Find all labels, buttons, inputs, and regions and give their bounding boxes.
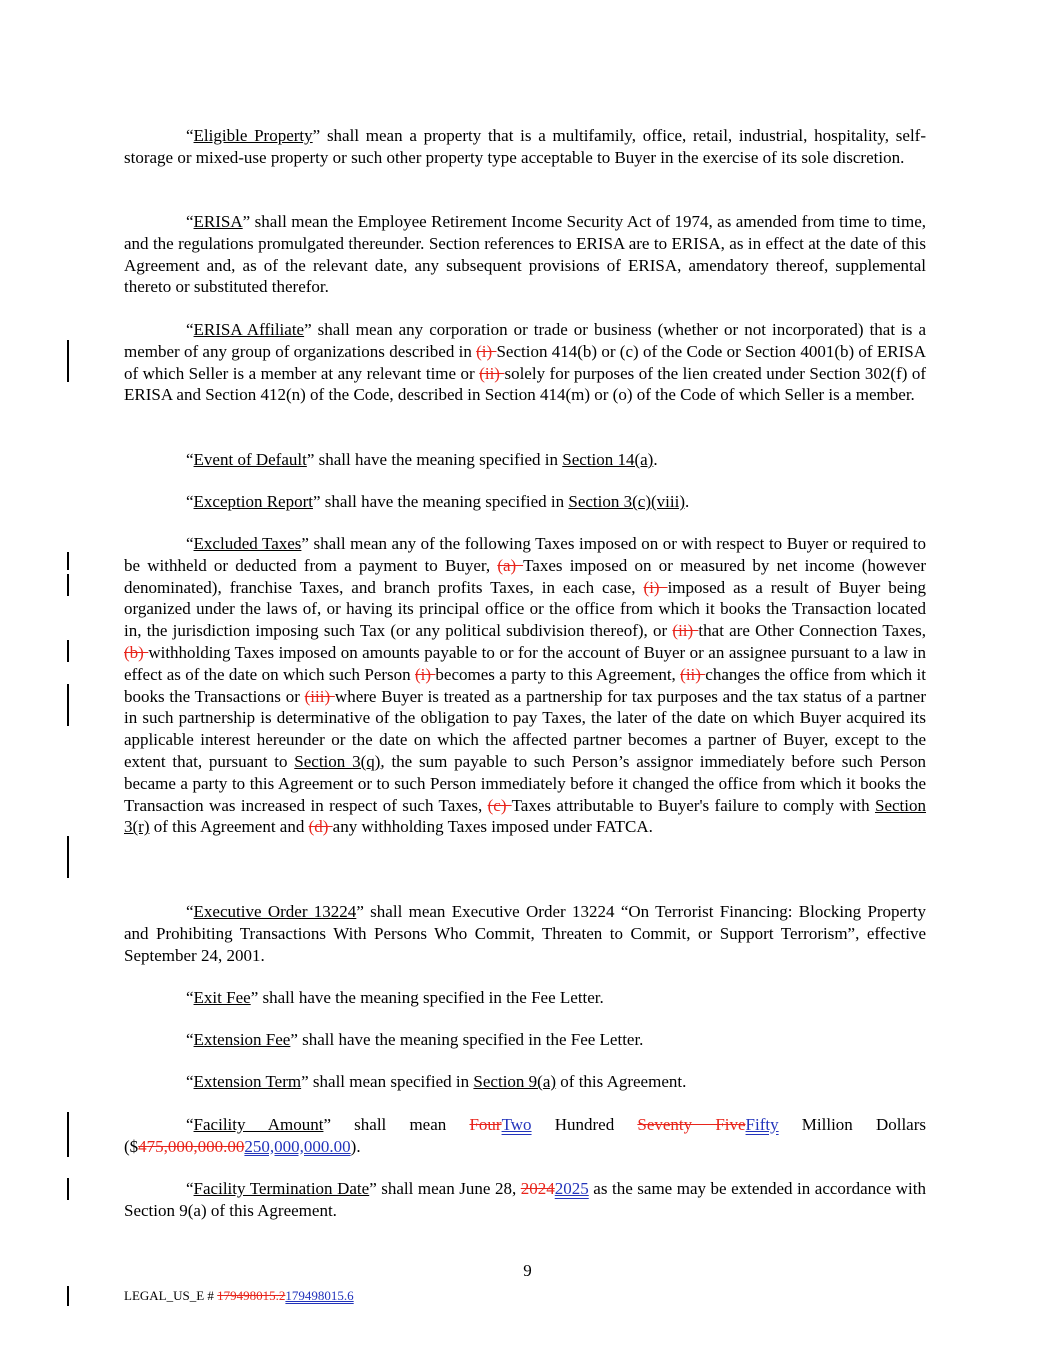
change-bar — [67, 574, 69, 596]
defined-term: Eligible Property — [193, 126, 313, 145]
deleted-text: (c) — [487, 795, 512, 815]
section-reference: Section 3(r) — [124, 795, 927, 837]
definition-erisa: “ERISA” shall mean the Employee Retirement Income Security Act of 1974, as amended from time to time, and the regulations promulgated thereunder. Section references to ERISA are to ERISA, as in effect at the date of this Agreement and, as of the relevant date, any subsequent provisions of ERISA, amendatory thereof, supplemental thereto or substituted therefor. — [124, 212, 926, 297]
deleted-text: Four — [469, 1115, 502, 1134]
deleted-text: 475,000,000.00 — [138, 1136, 245, 1156]
definition-extension-term: “Extension Term” shall mean specified in Section 9(a) of this Agreement. — [186, 1072, 687, 1091]
definition-exit-fee: “Exit Fee” shall have the meaning specified in the Fee Letter. — [186, 988, 604, 1007]
defined-term: Facility Termination Date — [193, 1179, 370, 1198]
deleted-text: (i) — [643, 577, 668, 597]
deleted-text: (ii) — [680, 664, 706, 684]
change-bar — [67, 684, 69, 726]
deleted-text: (d) — [308, 817, 333, 837]
defined-term: Excluded Taxes — [193, 534, 302, 553]
inserted-text: 250,000,000.00 — [244, 1136, 351, 1156]
footer-inserted-id: 179498015.6 — [285, 1288, 354, 1303]
section-reference: Section 3(q) — [294, 751, 381, 771]
definition-facility-amount: “Facility Amount” shall mean FourTwo Hundred Seventy FiveFifty Million Dollars ($475,000,000.00250,000,000.00). — [124, 1115, 927, 1156]
defined-term: ERISA — [193, 212, 243, 231]
definition-event-of-default: “Event of Default” shall have the meaning specified in Section 14(a). — [186, 450, 658, 469]
change-bar — [67, 340, 69, 382]
defined-term: Exception Report — [193, 492, 313, 511]
inserted-text: Two — [501, 1115, 532, 1134]
defined-term: Executive Order 13224 — [193, 902, 357, 921]
definition-excluded-taxes: “Excluded Taxes” shall mean any of the following Taxes imposed on or with respect to Buyer or required to be withheld or deducted from a payment to Buyer, (a) Taxes imposed on or measured by net income (however denominated), franchise Taxes, and branch profits Taxes, in each case, (i) imposed as a result of Buyer being organized under the laws of, or having its principal office or the office from which it books the Transaction located in, the jurisdiction imposing such Tax (or any political subdivision thereof), or (ii) that are Other Connection Taxes, (b) withholding Taxes imposed on amounts payable to or for the account of Buyer or an assignee pursuant to a law in effect as of the date on which such Person (i) becomes a party to this Agreement, (ii) changes the office from which it books the Transactions or (iii) where Buyer is treated as a partnership for tax purposes and the tax status of a partner in such partnership is determinative of the obligation to pay Taxes, the later of the date on which Buyer acquired its applicable interest hereunder or the date on which the affected partner becomes a partner of Buyer, except to the extent that, pursuant to Section 3(q), the sum payable to such Person’s assignor immediately before such Person became a party to this Agreement or to such Person immediately before it changed the office from which it books the Transaction was increased in respect of such Taxes, (c) Taxes attributable to Buyer's failure to comply with Section 3(r) of this Agreement and (d) any withholding Taxes imposed under FATCA. — [124, 534, 927, 837]
change-bar — [67, 552, 69, 570]
change-bar — [67, 1178, 69, 1200]
inserted-text: Fifty — [745, 1115, 779, 1134]
defined-term: ERISA Affiliate — [193, 320, 305, 339]
section-reference: Section 3(c)(viii) — [568, 492, 685, 511]
section-reference: Section 14(a) — [562, 450, 654, 469]
change-bar — [67, 836, 69, 878]
deleted-text: (ii) — [479, 363, 505, 383]
inserted-text: 2025 — [554, 1179, 589, 1198]
change-bar — [67, 640, 69, 662]
section-reference: Section 9(a) — [473, 1072, 557, 1091]
definition-extension-fee: “Extension Fee” shall have the meaning specified in the Fee Letter. — [186, 1030, 644, 1049]
change-bar — [67, 1286, 69, 1306]
deleted-text: (ii) — [672, 621, 699, 641]
definition-erisa-affiliate: “ERISA Affiliate” shall mean any corporation or trade or business (whether or not incorporated) that is a member of any group of organizations described in (i) Section 414(b) or (c) of the Code or Section 4001(b) of ERISA of which Seller is a member at any relevant time or (ii) solely for purposes of the lien created under Section 302(f) of ERISA and Section 412(n) of the Code, described in Section 414(m) or (o) of the Code of which Seller is a member. — [124, 320, 926, 405]
defined-term: Extension Fee — [193, 1030, 291, 1049]
deleted-text: Seventy Five — [637, 1115, 746, 1134]
page-number: 9 — [523, 1261, 532, 1280]
definition-eligible-property: “Eligible Property” shall mean a property that is a multifamily, office, retail, industrial, hospitality, self-storage or mixed-use property or such other property type acceptable to Buyer in the exercise of its sole discretion. — [124, 126, 926, 167]
defined-term: Event of Default — [193, 450, 307, 469]
definition-executive-order: “Executive Order 13224” shall mean Executive Order 13224 “On Terrorist Financing: Blocking Property and Prohibiting Transactions With Persons Who Commit, Threaten to Commit, or Support Terrorism”, effective September 24, 2001. — [124, 902, 926, 965]
footer-prefix: LEGAL_US_E # — [124, 1288, 218, 1303]
definition-facility-termination-date: “Facility Termination Date” shall mean June 28, 20242025 as the same may be extended in accordance with Section 9(a) of this Agreement. — [124, 1179, 926, 1220]
document-footer — [124, 1288, 354, 1304]
deleted-text: (a) — [497, 555, 524, 575]
defined-term: Exit Fee — [193, 988, 251, 1007]
deleted-text: (b) — [124, 642, 149, 662]
defined-term: Extension Term — [193, 1072, 302, 1091]
deleted-text: 2024 — [520, 1179, 555, 1198]
deleted-text: (i) — [476, 341, 497, 361]
defined-term: Facility Amount — [193, 1115, 324, 1134]
footer-deleted-id: 179498015.2 — [217, 1288, 286, 1303]
definition-exception-report: “Exception Report” shall have the meaning specified in Section 3(c)(viii). — [186, 492, 690, 511]
deleted-text: (iii) — [304, 686, 335, 706]
deleted-text: (i) — [415, 664, 436, 684]
change-bar — [67, 1112, 69, 1157]
